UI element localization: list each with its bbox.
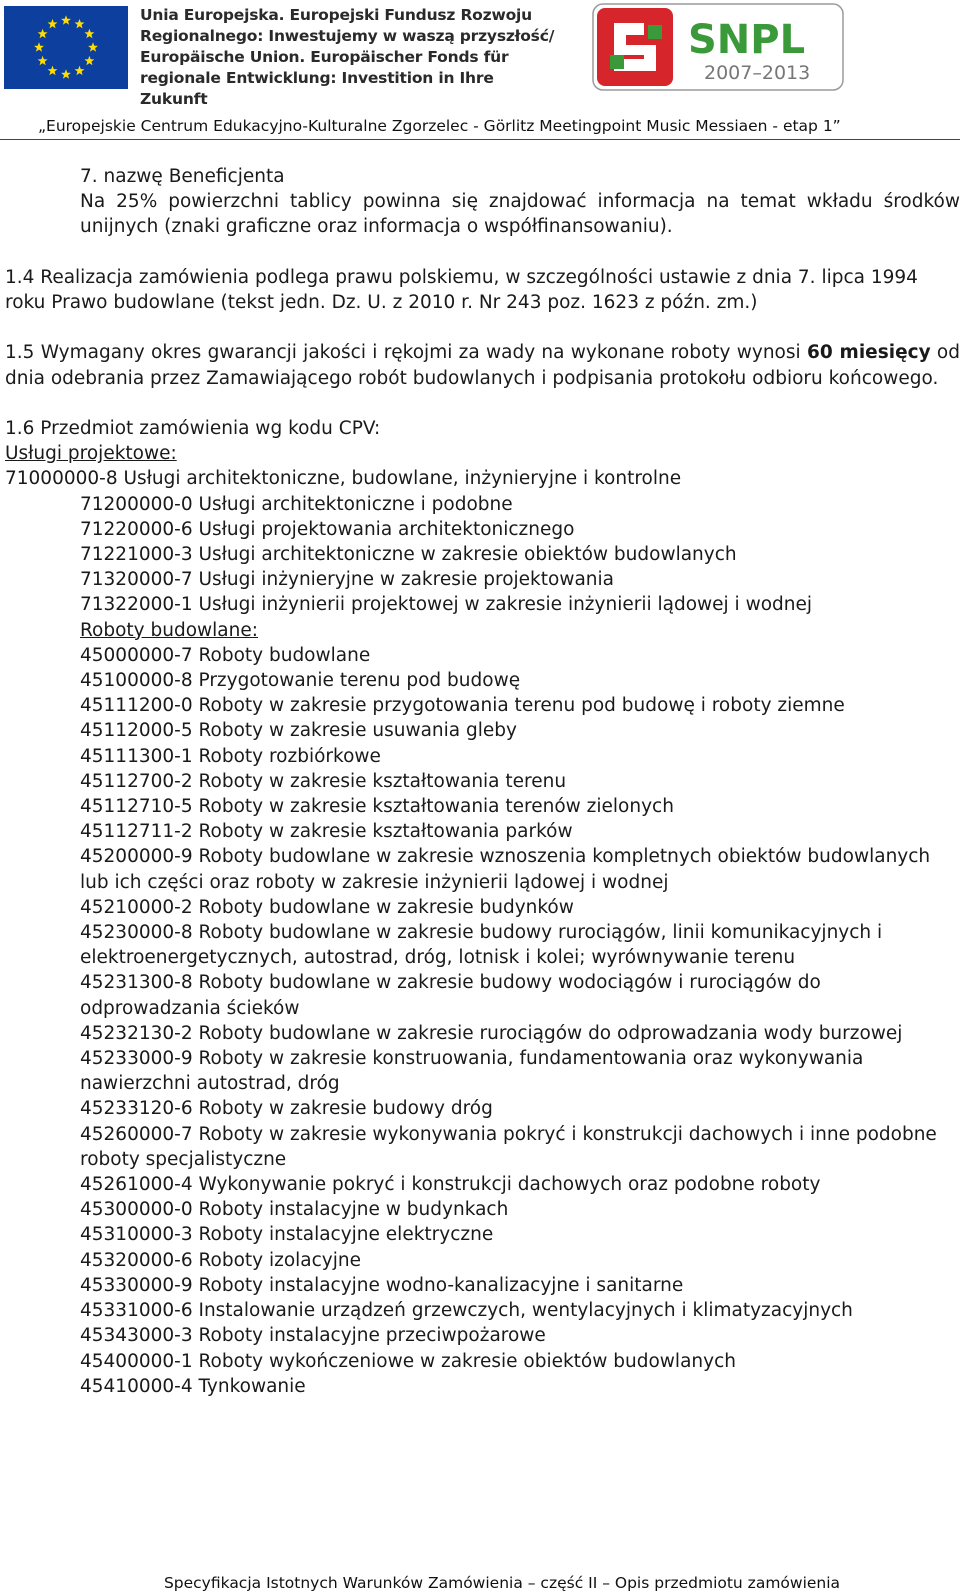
cpv-item: 45233000-9 Roboty w zakresie konstruowania, fundamentowania oraz wykonywania nawierzchni autostrad, dróg <box>80 1048 864 1095</box>
construction-works-heading: Roboty budowlane: <box>80 619 258 641</box>
cpv-item: 71221000-3 Usługi architektoniczne w zakresie obiektów budowlanych <box>80 544 737 565</box>
cpv-item: 45112711-2 Roboty w zakresie kształtowania parków <box>80 821 573 843</box>
cpv-item: 71220000-6 Usługi projektowania architektonicznego <box>80 518 575 540</box>
cpv-item: 45112000-5 Roboty w zakresie usuwania gleby <box>80 720 517 742</box>
item-7-text: Na 25% powierzchni tablicy powinna się znajdować informacja na temat wkładu środków unijnych (znaki graficzne oraz informacja o współfinansowaniu). <box>80 191 960 238</box>
eu-text-line: Regionalnego: Inwestujemy w waszą przyszłość/ <box>140 27 555 45</box>
snpl-logo-text: SNPL <box>688 17 806 63</box>
cpv-item: 45310000-3 Roboty instalacyjne elektryczne <box>80 1224 494 1246</box>
page-footer <box>0 1573 960 1593</box>
cpv-item: 45232130-2 Roboty budowlane w zakresie rurociągów do odprowadzania wody burzowej <box>80 1022 903 1044</box>
item-7-title: 7. nazwę Beneficjenta <box>80 166 285 187</box>
cpv-item: 45112700-2 Roboty w zakresie kształtowania terenu <box>80 770 567 792</box>
document-body <box>0 164 960 1399</box>
cpv-item: 45331000-6 Instalowanie urządzeń grzewczych, wentylacyjnych i klimatyzacyjnych <box>80 1300 853 1322</box>
cpv-item: 45100000-8 Przygotowanie terenu pod budowę <box>80 670 521 692</box>
cpv-item: 45320000-6 Roboty izolacyjne <box>80 1249 361 1271</box>
eu-flag-logo <box>4 6 128 89</box>
cpv-item: 45260000-7 Roboty w zakresie wykonywania pokryć i konstrukcji dachowych i inne podobne roboty specjalistyczne <box>80 1123 937 1170</box>
spacer <box>0 315 960 340</box>
spacer <box>0 240 960 265</box>
page-header <box>0 0 960 140</box>
cpv-item: 71322000-1 Usługi inżynierii projektowej w zakresie inżynierii lądowej i wodnej <box>80 594 813 616</box>
section-1-6-title: 1.6 Przedmiot zamówienia wg kodu CPV: <box>5 417 381 439</box>
header-divider <box>0 139 960 140</box>
design-services-heading: Usługi projektowe: <box>5 443 177 465</box>
cpv-design-main: 71000000-8 Usługi architektoniczne, budowlane, inżynieryjne i kontrolne <box>5 468 682 490</box>
cpv-item: 45000000-7 Roboty budowlane <box>80 644 371 666</box>
eu-funding-statement <box>140 5 560 110</box>
section-1-5-text-cont: od dnia odebrania przez Zamawiającego robót budowlanych i podpisania protokołu odbioru końcowego. <box>5 342 960 389</box>
footer-text: Specyfikacja Istotnych Warunków Zamówienia – część II – Opis przedmiotu zamówienia <box>163 1574 841 1592</box>
cpv-item: 45343000-3 Roboty instalacyjne przeciwpożarowe <box>80 1325 546 1347</box>
cpv-item: 45111200-0 Roboty w zakresie przygotowania terenu pod budowę i roboty ziemne <box>80 695 845 717</box>
cpv-item: 45112710-5 Roboty w zakresie kształtowania terenów zielonych <box>80 796 674 818</box>
cpv-item: 45400000-1 Roboty wykończeniowe w zakresie obiektów budowlanych <box>80 1350 736 1372</box>
eu-text-line: regionale Entwicklung: Investition in Ihre Zukunft <box>140 69 494 108</box>
snpl-logo <box>592 3 844 91</box>
cpv-item: 45230000-8 Roboty budowlane w zakresie budowy rurociągów, linii komunikacyjnych i elektroenergetycznych, autostrad, dróg, lotnisk i kolei; wyrównywanie terenu <box>80 922 883 969</box>
section-1-5-text: 1.5 Wymagany okres gwarancji jakości i rękojmi za wady na wykonane roboty wynosi <box>5 342 807 364</box>
section-1-4: 1.4 Realizacja zamówienia podlega prawu polskiemu, w szczególności ustawie z dnia 7. lipca 1994 roku Prawo budowlane (tekst jedn. Dz. U. z 2010 r. Nr 243 poz. 1623 z późn. zm.) <box>5 266 918 313</box>
section-1-5 <box>0 340 960 390</box>
cpv-item: 71320000-7 Usługi inżynieryjne w zakresie projektowania <box>80 569 614 591</box>
warranty-period: 60 miesięcy <box>806 342 931 364</box>
cpv-item: 71200000-0 Usługi architektoniczne i podobne <box>80 493 513 515</box>
cpv-item: 45200000-9 Roboty budowlane w zakresie wznoszenia kompletnych obiektów budowlanych lub ich części oraz roboty w zakresie inżynierii lądowej i wodnej <box>80 846 931 893</box>
cpv-item: 45410000-4 Tynkowanie <box>80 1375 306 1397</box>
eu-stars-icon <box>4 6 128 89</box>
eu-text-line: Europäische Union. Europäischer Fonds für <box>140 48 509 66</box>
spacer <box>0 391 960 416</box>
eu-text-line: Unia Europejska. Europejski Fundusz Rozwoju <box>140 6 532 24</box>
snpl-logo-years: 2007–2013 <box>704 62 811 84</box>
cpv-item: 45231300-8 Roboty budowlane w zakresie budowy wodociągów i rurociągów do odprowadzania ścieków <box>80 972 821 1019</box>
cpv-item: 45330000-9 Roboty instalacyjne wodno-kanalizacyjne i sanitarne <box>80 1274 684 1296</box>
cpv-item: 45210000-2 Roboty budowlane w zakresie budynków <box>80 896 574 918</box>
cpv-item: 45233120-6 Roboty w zakresie budowy dróg <box>80 1098 493 1120</box>
project-subtitle: „Europejskie Centrum Edukacyjno-Kulturalne Zgorzelec - Görlitz Meetingpoint Music Messiaen - etap 1” <box>38 117 841 135</box>
cpv-design-list <box>0 492 960 1399</box>
cpv-item: 45111300-1 Roboty rozbiórkowe <box>80 745 381 767</box>
cpv-item: 45300000-0 Roboty instalacyjne w budynkach <box>80 1199 509 1221</box>
cpv-item: 45261000-4 Wykonywanie pokryć i konstrukcji dachowych oraz podobne roboty <box>80 1174 821 1196</box>
